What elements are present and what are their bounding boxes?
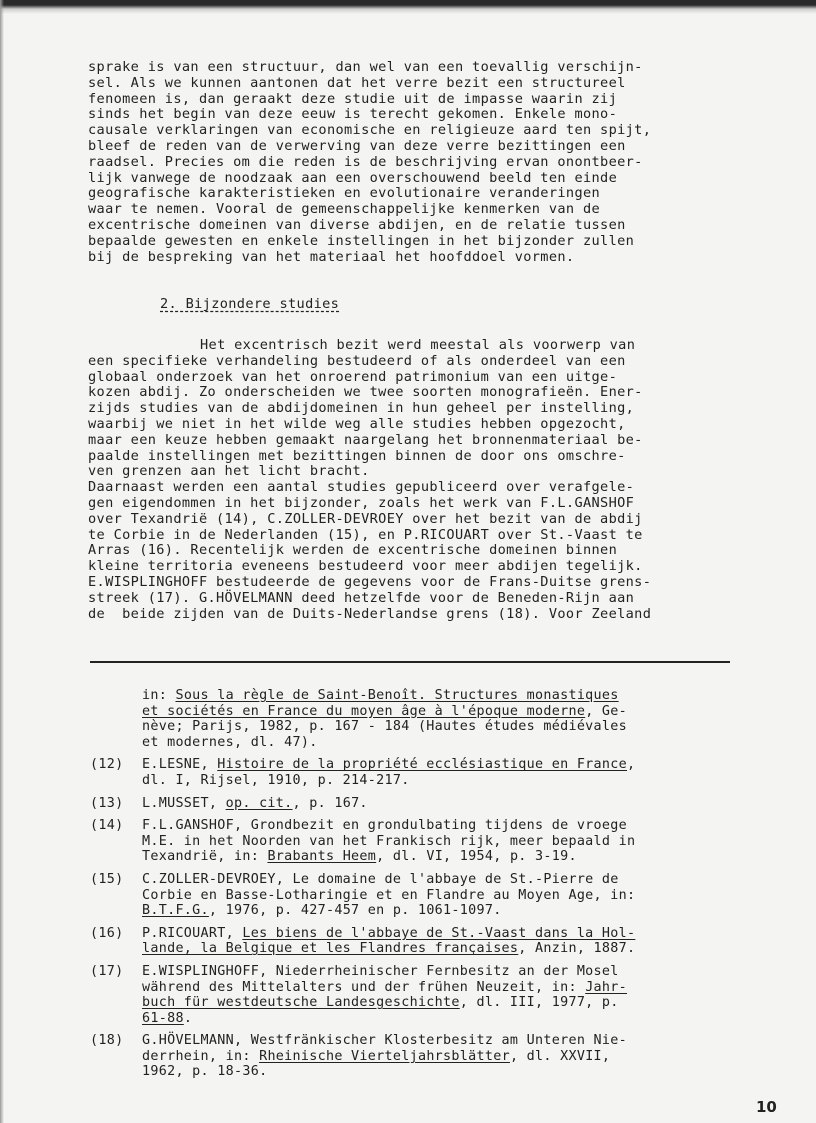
footnote-segment: , <box>627 757 636 773</box>
footnote-line <box>142 903 750 919</box>
text-line: globaal onderzoek van het onroerend patrimonium van een uitge- <box>88 368 618 385</box>
footnote-line: et modernes, dl. 47). <box>142 734 318 750</box>
text-line: bij de bespreking van het materiaal het hoofddoel vormen. <box>88 248 575 265</box>
footnote-line <box>142 757 750 773</box>
text-line: fenomeen is, dan geraakt deze studie uit de impasse waarin zij <box>88 90 618 107</box>
text-line: causale verklaringen van economische en religieuze aard ten spijt, <box>88 122 652 139</box>
footnote-line: dl. I, Rijsel, 1910, p. 214-217. <box>142 772 410 788</box>
footnote-13 <box>90 796 750 812</box>
text-line: sinds het begin van deze eeuw is terecht gekomen. Enkele mono- <box>88 106 618 123</box>
footnote-number: (15) <box>90 871 124 887</box>
footnote-segment: L.MUSSET, <box>142 795 226 811</box>
text-line: raadsel. Precies om die reden is de beschrijving ervan onontbeer- <box>88 153 643 170</box>
footnotes <box>90 688 750 1087</box>
footnote-number: (14) <box>90 818 124 834</box>
footnote-segment: Texandrië, in: <box>142 849 268 865</box>
footnote-line <box>142 926 750 942</box>
footnote-text <box>142 688 750 750</box>
footnote-14 <box>90 818 750 865</box>
footnote-text <box>142 964 750 1026</box>
footnote-title: lande, la Belgique et les Flandres françaises <box>142 941 519 957</box>
footnote-line: C.ZOLLER-DEVROEY, Le domaine de l'abbaye de St.-Pierre de <box>142 871 619 887</box>
text-line: bleef de reden van de verwerving van deze verre bezittingen een <box>88 137 626 154</box>
text-line: kleine territoria eveneens bestudeerd voor meer abdijen tegelijk. <box>88 558 643 575</box>
footnote-line <box>142 995 750 1011</box>
footnote-text <box>142 1033 750 1080</box>
footnote-segment: , p. 167. <box>292 795 368 811</box>
footnote-divider <box>90 661 730 663</box>
footnote-16 <box>90 926 750 957</box>
footnote-line <box>142 796 750 812</box>
footnote-12 <box>90 757 750 788</box>
footnote-line: E.WISPLINGHOFF, Niederrheinischer Fernbesitz an der Mosel <box>142 963 619 979</box>
footnote-line: nève; Parijs, 1982, p. 167 - 184 (Hautes études médiévales <box>142 719 627 735</box>
text-line: kozen abdij. Zo onderscheiden we twee soorten monografieën. Ener- <box>88 384 643 401</box>
footnote-line <box>142 980 750 996</box>
footnote-text <box>142 818 750 865</box>
text-line: bepaalde gewesten en enkele instellingen in het bijzonder zullen <box>88 232 635 249</box>
text-line: ven grenzen aan het licht bracht. <box>88 463 370 480</box>
text-line: sel. Als we kunnen aantonen dat het verre bezit een structureel <box>88 74 626 91</box>
footnote-segment: P.RICOUART, <box>142 925 243 941</box>
scan-top-edge <box>0 0 816 14</box>
footnote-18 <box>90 1033 750 1080</box>
footnote-number: (13) <box>90 795 124 811</box>
footnote-segment: , dl. VI, 1954, p. 3-19. <box>376 849 577 865</box>
text-line: E.WISPLINGHOFF bestudeerde de gegevens voor de Frans-Duitse grens- <box>88 573 652 590</box>
paragraph-1 <box>88 60 748 265</box>
text-line: maar een keuze hebben gemaakt naargelang het bronnenmateriaal be- <box>88 431 643 448</box>
footnote-segment: . <box>183 1010 193 1026</box>
footnote-title: 61-88 <box>142 1010 184 1026</box>
paragraph-2 <box>88 338 748 622</box>
footnote-text <box>142 757 750 788</box>
scan-left-edge <box>0 0 4 1123</box>
footnote-title: Jahr- <box>585 979 627 995</box>
footnote-segment: in: <box>142 688 176 703</box>
text-line: Arras (16). Recentelijk werden de excentrische domeinen binnen <box>88 542 618 559</box>
footnote-title: Brabants Heem <box>267 849 377 865</box>
text-line: Daarnaast werden een aantal studies gepubliceerd over verafgele- <box>88 479 635 496</box>
footnote-title: Sous la règle de Saint-Benoît. Structures monastiques <box>175 688 619 703</box>
text-line: geografische karakteristieken en evolutionaire veranderingen <box>88 185 601 202</box>
text-line: waarbij we niet in het wilde weg alle studies hebben opgezocht, <box>88 415 626 432</box>
footnote-number: (17) <box>90 963 124 979</box>
footnote-line <box>142 1011 750 1027</box>
footnote-title: et sociétés en France du moyen âge à l'époque moderne <box>142 703 586 719</box>
footnote-text <box>142 796 750 812</box>
text-line: gen eigendommen in het bijzonder, zoals het werk van F.L.GANSHOF <box>88 494 635 511</box>
footnote-15 <box>90 872 750 919</box>
footnote-line: Corbie en Basse-Lotharingie et en Flandre au Moyen Age, in: <box>142 887 636 903</box>
footnote-segment: , dl. XXVII, <box>509 1048 611 1064</box>
footnote-title: op. cit. <box>225 795 293 811</box>
text-line: de beide zijden van de Duits-Nederlandse grens (18). Voor Zeeland <box>88 605 652 622</box>
page-number: 10 <box>756 1098 777 1116</box>
footnote-line: M.E. in het Noorden van het Frankisch rijk, meer bepaald in <box>142 833 636 849</box>
footnote-line <box>142 849 750 865</box>
footnote-line: G.HÖVELMANN, Westfränkischer Klosterbesitz am Unteren Nie- <box>142 1033 627 1049</box>
footnote-title: Rheinische Vierteljahrsblätter <box>259 1048 510 1064</box>
text-line: te Corbie in de Nederlanden (15), en P.RICOUART over St.-Vaast te <box>88 526 643 543</box>
footnote-line <box>142 688 750 704</box>
text-line: streek (17). G.HÖVELMANN deed hetzelfde voor de Beneden-Rijn aan <box>88 589 635 606</box>
text-line: lijk vanwege de noodzaak aan een overschouwend beeld ten einde <box>88 169 618 186</box>
footnote-title: Les biens de l'abbaye de St.-Vaast dans la Hol- <box>242 925 636 941</box>
footnote-segment: , Anzin, 1887. <box>518 941 636 957</box>
footnote-text <box>142 926 750 957</box>
footnote-segment: E.LESNE, <box>142 757 218 773</box>
text-line: Het excentrisch bezit werd meestal als voorwerp van <box>200 337 636 353</box>
text-line: paalde instellingen met bezittingen binnen de door ons omschre- <box>88 447 626 464</box>
footnote-title: B.T.F.G. <box>142 903 209 919</box>
text-line: over Texandrië (14), C.ZOLLER-DEVROEY over het bezit van de abdij <box>88 510 643 527</box>
footnote-segment: derrhein, in: <box>142 1048 260 1064</box>
footnote-title: buch für westdeutsche Landesgeschichte <box>142 995 460 1011</box>
footnote-line <box>142 1049 750 1065</box>
footnote-segment: , dl. III, 1977, p. <box>459 995 619 1011</box>
footnote-segment: , 1976, p. 427-457 en p. 1061-1097. <box>208 903 502 919</box>
footnote-number: (12) <box>90 757 124 773</box>
footnote-segment: , Ge- <box>585 703 627 719</box>
text-line: excentrische domeinen van diverse abdijen, en de relatie tussen <box>88 216 626 233</box>
text-line: sprake is van een structuur, dan wel van een toevallig verschijn- <box>88 59 643 75</box>
text-line: waar te nemen. Vooral de gemeenschappelijke kenmerken van de <box>88 201 601 218</box>
footnote-continuation <box>90 688 750 750</box>
footnote-17 <box>90 964 750 1026</box>
footnote-line <box>142 941 750 957</box>
footnote-line: F.L.GANSHOF, Grondbezit en grondulbating tijdens de vroege <box>142 818 627 834</box>
footnote-segment: während des Mittelalters und der frühen Neuzeit, in: <box>142 979 586 995</box>
section-heading-text: 2. Bijzondere studies <box>160 296 340 312</box>
text-line: een specifieke verhandeling bestudeerd of als onderdeel van een <box>88 352 626 369</box>
text-line: zijds studies van de abdijdomeinen in hun geheel per instelling, <box>88 400 635 417</box>
footnote-line: 1962, p. 18-36. <box>142 1064 268 1080</box>
footnote-title: Histoire de la propriété ecclésiastique en France <box>217 757 627 773</box>
footnote-text <box>142 872 750 919</box>
footnote-number: (18) <box>90 1033 124 1049</box>
section-heading <box>160 296 339 312</box>
footnote-line <box>142 704 750 720</box>
footnote-number: (16) <box>90 925 124 941</box>
